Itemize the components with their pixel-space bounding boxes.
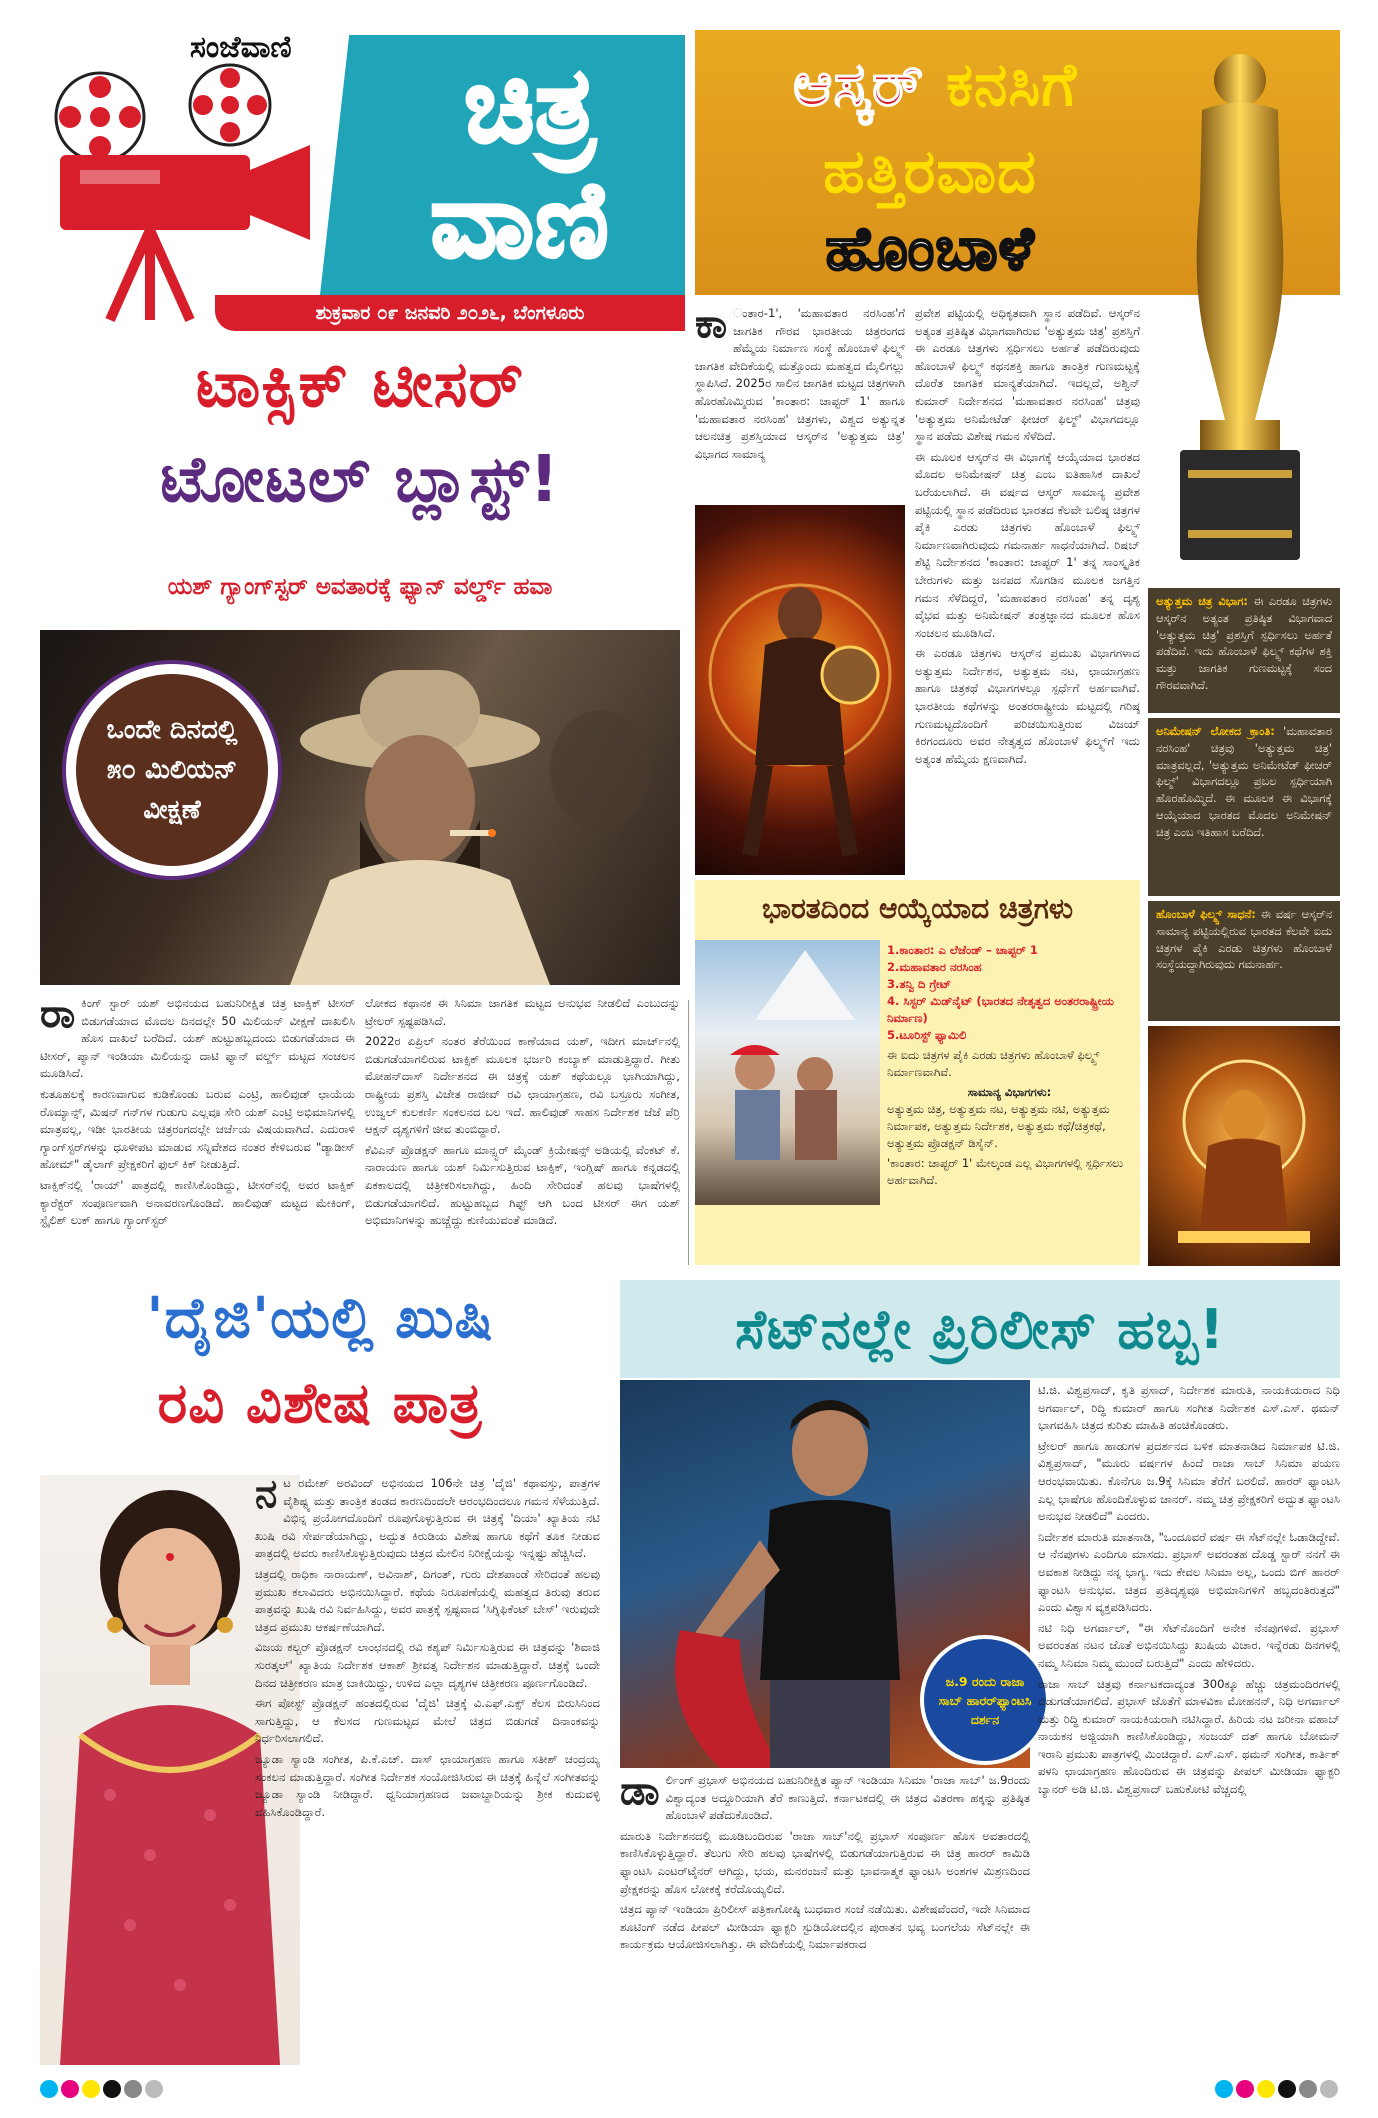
rajasaab-release-badge [920, 1635, 1050, 1765]
rajasaab-col2-p1: ಟಿ.ಜಿ. ವಿಶ್ವಪ್ರಸಾದ್, ಕೃತಿ ಪ್ರಸಾದ್, ನಿರ್ದೇಶಕ ಮಾರುತಿ, ನಾಯಕಿಯರಾದ ನಿಧಿ ಅಗರ್ವಾಲ್, ರಿದ್ಧಿ ಕುಮಾರ್ ಹಾಗೂ ಸಂಗೀತ ನಿರ್ದೇಶಕ ಎಸ್.ಎಸ್. ಥಮನ್ ಭಾಗವಹಿಸಿ ಚಿತ್ರದ ಕುರಿತು ಮಾಹಿತಿ ಹಂಚಿಕೊಂಡರು. [1038, 1383, 1340, 1433]
toxic-dropcap: ರಾ [40, 995, 76, 1037]
toxic-col2-p3: ಕೆವಿಎನ್ ಪ್ರೊಡಕ್ಷನ್ ಹಾಗೂ ಮಾನ್ಸ್ಟರ್ ಮೈಂಡ್ ಕ್ರಿಯೇಷನ್ಸ್ ಅಡಿಯಲ್ಲಿ ವೆಂಕಟ್ ಕೆ. ನಾರಾಯಣ ಹಾಗೂ ಯಶ್ ನಿರ್ಮಿಸುತ್ತಿರುವ ಟಾಕ್ಸಿಕ್, ಇಂಗ್ಲಿಷ್ ಹಾಗೂ ಕನ್ನಡದಲ್ಲಿ ಏಕಕಾಲದಲ್ಲಿ ಚಿತ್ರೀಕರಿಸಲಾಗಿದ್ದು, ಹಿಂದಿ ಸೇರಿದಂತೆ ಹಲವು ಭಾಷೆಗಳಲ್ಲಿ ಬಿಡುಗಡೆಯಾಗಲಿದೆ. ಹುಟ್ಟುಹಬ್ಬದ ಗಿಫ್ಟ್ ಆಗಿ ಬಂದ ಟೀಸರ್ ಈಗ ಯಶ್ ಅಭಿಮಾನಿಗಳನ್ನು ಹುಚ್ಚೆದ್ದು ಕುಣಿಯುವಂತೆ ಮಾಡಿದೆ. [365, 1142, 680, 1228]
daiji-body [255, 1475, 600, 2060]
paper-name: ಸಂಜೆವಾಣಿ [190, 30, 292, 65]
dateline: ಶುಕ್ರವಾರ ೦೯ ಜನವರಿ ೨೦೨೬, ಬೆಂಗಳೂರು [215, 295, 685, 331]
toxic-col1-p1: ಕಿಂಗ್ ಸ್ಟಾರ್ ಯಶ್ ಅಭಿನಯದ ಬಹುನಿರೀಕ್ಷಿತ ಚಿತ್ರ ಟಾಕ್ಸಿಕ್ ಟೀಸರ್ ಬಿಡುಗಡೆಯಾದ ಮೊದಲ ದಿನದಲ್ಲೇ 50 ಮಿಲಿಯನ್ ವೀಕ್ಷಣೆ ದಾಖಲಿಸಿ ಹೊಸ ದಾಖಲೆ ಬರೆದಿದೆ. ಯಶ್ ಹುಟ್ಟುಹಬ್ಬದಂದು ಬಿಡುಗಡೆಯಾದ ಈ ಟೀಸರ್, ಪ್ಯಾನ್ ಇಂಡಿಯಾ ಮಿಲಿಯನ್ನು ದಾಟಿ ಫ್ಯಾನ್ ವರ್ಲ್ಡ್ ಮಟ್ಟದ ಸಂಚಲನ ಮೂಡಿಸಿದೆ. [40, 996, 355, 1081]
deity-illustration [1148, 1026, 1340, 1266]
oscar-sidebar-animation [1148, 718, 1340, 896]
general-categories-title: ಸಾಮಾನ್ಯ ವಿಭಾಗಗಳು: [967, 1085, 1052, 1099]
toxic-col1-p2: ಕುತೂಹಲಕ್ಕೆ ಕಾರಣವಾಗುವ ಕುಡಿಕೊಂಡು ಬರುವ ಎಂಟ್ರಿ, ಹಾಲಿವುಡ್ ಛಾಯೆಯ ರೊಮ್ಯಾನ್ಸ್, ಮಿಷನ್ ಗನ್‌ಗಳ ಗುಡುಗು ಎಲ್ಲವೂ ಸೇರಿ ಯಶ್ ಎಂಟ್ರಿ ಅಭಿಮಾನಿಗಳಲ್ಲಿ ಮಾತ್ರವಲ್ಲ, ಇಡೀ ಭಾರತೀಯ ಚಿತ್ರರಂಗದಲ್ಲೇ ಚರ್ಚೆಯ ವಿಷಯವಾಗಿದೆ. ಎದುರಾಳಿ ಗ್ಯಾಂಗ್‌ಸ್ಟರ್‌ಗಳನ್ನು ಧೂಳೀಪಟ ಮಾಡುವ ಸನ್ನಿವೇಶದ ನಂತರ ಕೇಳಿಬರುವ "ಡ್ಯಾಡೀಸ್ ಹೋಮ್" ಡೈಲಾಗ್ ಪ್ರೇಕ್ಷಕರಿಗೆ ಫುಲ್ ಕಿಕ್ ನೀಡುತ್ತಿದೆ. [40, 1086, 355, 1172]
daiji-headline-line2: ರವಿ ವಿಶೇಷ ಪಾತ್ರ [157, 1371, 483, 1436]
rajasaab-dropcap: ಡಾ [620, 1772, 660, 1814]
oscar-headline-line2: ಹತ್ತಿರವಾದ [823, 137, 1037, 207]
oscar-headline-line3: ಹೊಂಬಾಳೆ [825, 214, 1035, 284]
toxic-col1-p3: ಟಾಕ್ಸಿಕ್‌ನಲ್ಲಿ 'ರಾಯ್' ಪಾತ್ರದಲ್ಲಿ ಕಾಣಿಸಿಕೊಂಡಿದ್ದು, ಟೀಸರ್‌ನಲ್ಲಿ ಅವರ ಟಾಕ್ಸಿಕ್ ಕ್ಯಾರೆಕ್ಟರ್ ಸಂಪೂರ್ಣವಾಗಿ ಅನಾವರಣಗೊಂಡಿದೆ. ಹಾಲಿವುಡ್ ಮಟ್ಟದ ಮೇಕಿಂಗ್, ಸ್ಟೈಲಿಶ್ ಲುಕ್ ಹಾಗೂ ಗ್ಯಾಂಗ್‌ಸ್ಟರ್ [40, 1177, 355, 1228]
views-badge-text: ಒಂದೇ ದಿನದಲ್ಲಿ ೫೦ ಮಿಲಿಯನ್ ವೀಕ್ಷಣೆ [106, 715, 238, 825]
oscar-statuette-icon [1140, 40, 1340, 580]
oscar-sidebar-best-picture [1148, 588, 1340, 713]
toxic-body-col2 [365, 995, 680, 1265]
oscar-sidebar-hombale [1148, 901, 1340, 1021]
narasimha-poster [1148, 1026, 1340, 1266]
group-illustration [695, 940, 880, 1205]
rajasaab-col2-p5: ರಾಜಾ ಸಾಬ್ ಚಿತ್ರವು ಕರ್ನಾಟಕದಾದ್ಯಂತ 300ಕ್ಕೂ ಹೆಚ್ಚು ಚಿತ್ರಮಂದಿರಗಳಲ್ಲಿ ಬಿಡುಗಡೆಯಾಗಲಿದೆ. ಪ್ರಭಾಸ್ ಜೊತೆಗೆ ಮಾಳವಿಕಾ ಮೋಹನನ್, ನಿಧಿ ಅಗರ್ವಾಲ್ ಮತ್ತು ರಿದ್ಧಿ ಕುಮಾರ್ ನಾಯಕಿಯರಾಗಿ ನಟಿಸಿದ್ದಾರೆ. ಹಿರಿಯ ನಟ ಜರೀನಾ ವಹಾಬ್ ನಾಯಕನ ಅಜ್ಜಿಯಾಗಿ ಕಾಣಿಸಿಕೊಂಡಿದ್ದು, ಸಂಜಯ್ ದತ್ ಹಾಗೂ ಬೋಮನ್ ಇರಾನಿ ಪ್ರಮುಖ ಪಾತ್ರಗಳಲ್ಲಿ ಮಿಂಚಿದ್ದಾರೆ. ಎಸ್.ಎಸ್. ಥಮನ್ ಸಂಗೀತ, ಕಾರ್ತಿಕ್ ಪಳನಿ ಛಾಯಾಗ್ರಹಣ ಹೊಂದಿರುವ ಈ ಚಿತ್ರವನ್ನು ಪೀಪಲ್ ಮೀಡಿಯಾ ಫ್ಯಾಕ್ಟರಿ ಬ್ಯಾನರ್ ಅಡಿ ಟಿ.ಜಿ. ವಿಶ್ವಪ್ರಸಾದ್ ಬಹುಕೋಟಿ ವೆಚ್ಚದಲ್ಲಿ [1038, 1676, 1340, 1797]
oscar-statuette [1140, 40, 1340, 580]
rajasaab-col1-p3: ಚಿತ್ರದ ಪ್ಯಾನ್ ಇಂಡಿಯಾ ಪ್ರಿರಿಲೀಸ್ ಪತ್ರಿಕಾಗೋಷ್ಠಿ ಬುಧವಾರ ಸಂಜೆ ನಡೆಯಿತು. ವಿಶೇಷವೆಂದರೆ, ಇದೇ ಸಿನಿಮಾದ ಶೂಟಿಂಗ್ ನಡೆದ ಪೀಪಲ್ ಮೀಡಿಯಾ ಫ್ಯಾಕ್ಟರಿ ಸ್ಟುಡಿಯೋದಲ್ಲಿನ ಪುರಾತನ ಭವ್ಯ ಬಂಗಲೆಯ ಸೆಟ್‌ನಲ್ಲೇ ಈ ಕಾರ್ಯಕ್ರಮ ಆಯೋಜಿಸಲಾಗಿತ್ತು. ಈ ವೇದಿಕೆಯಲ್ಲಿ ನಿರ್ಮಾಪಕರಾದ [620, 1902, 1030, 1952]
warrior-illustration [695, 505, 905, 875]
rajasaab-col2-p2: ಟ್ರೇಲರ್ ಹಾಗೂ ಹಾಡುಗಳ ಪ್ರದರ್ಶನದ ಬಳಿಕ ಮಾತನಾಡಿದ ನಿರ್ಮಾಪಕ ಟಿ.ಜಿ. ವಿಶ್ವಪ್ರಸಾದ್, "ಮೂರು ವರ್ಷಗಳ ಹಿಂದೆ ರಾಜಾ ಸಾಬ್ ಸಿನಿಮಾ ಪಯಣ ಆರಂಭವಾಯಿತು. ಕೊನೆಗೂ ಜ.9ಕ್ಕೆ ಸಿನಿಮಾ ತೆರೆಗೆ ಬರಲಿದೆ. ಹಾರರ್ ಫ್ಯಾಂಟಸಿ ಎಲ್ಲ ಭಾಷೆಗೂ ಹೊಂದಿಕೊಳ್ಳುವ ಜಾನರ್. ನಮ್ಮ ಚಿತ್ರ ಪ್ರೇಕ್ಷಕರಿಗೆ ಅದ್ಭುತ ಫ್ಯಾಂಟಸಿ ಅನುಭವ ನೀಡಲಿದೆ" ಎಂದರು. [1038, 1438, 1340, 1524]
rajasaab-body-col1 [620, 1772, 1030, 2062]
side1-key: ಅತ್ಯುತ್ತಮ ಚಿತ್ರ ವಿಭಾಗ: [1156, 595, 1248, 608]
oscar-headline-word2: ಕನಸಿಗೆ [946, 50, 1078, 120]
india-list [887, 942, 1132, 1189]
toxic-subhead: ಯಶ್ ಗ್ಯಾಂಗ್‌ಸ್ಟರ್ ಅವತಾರಕ್ಕೆ ಫ್ಯಾನ್ ವರ್ಲ್ಡ್ ಹವಾ [167, 574, 553, 600]
film-camera-logo [40, 55, 340, 325]
daiji-body-p5: ಜ್ಯೂಡಾ ಸ್ಯಾಂಡಿ ಸಂಗೀತ, ಪಿ.ಕೆ.ಎಚ್. ದಾಸ್ ಛಾಯಾಗ್ರಹಣ ಹಾಗೂ ಸತೀಶ್ ಚಂದ್ರಯ್ಯ ಸಂಕಲನ ಮಾಡುತ್ತಿದ್ದಾರೆ. ಸಂಗೀತ ನಿರ್ದೇಶಕ ಸಂಯೋಜಿಸಿರುವ ಈ ಚಿತ್ರಕ್ಕೆ ಹಿನ್ನೆಲೆ ಸಂಗೀತವನ್ನು ಜ್ಯೂಡಾ ಸ್ಯಾಂಡಿ ನೀಡಿದ್ದಾರೆ. ಧ್ವನಿಯಾಗ್ರಹಣದ ಜವಾಬ್ದಾರಿಯನ್ನು ಶ್ರೀಕ ಕುದುವಳ್ಳಿ ವಹಿಸಿಕೊಂಡಿದ್ದಾರೆ. [255, 1751, 600, 1819]
rajasaab-col2-p4: ನಟಿ ನಿಧಿ ಅಗರ್ವಾಲ್, "ಈ ಸೆಟ್‌ನೊಂದಿಗೆ ಅನೇಕ ನೆನಪುಗಳಿವೆ. ಪ್ರಭಾಸ್ ಅವರಂತಹ ನಟನ ಜೊತೆ ಅಭಿನಯಿಸಿದ್ದು ಖುಷಿಯ ವಿಚಾರ. ಇನ್ನೆರಡು ದಿನಗಳಲ್ಲಿ ನಮ್ಮ ಸಿನಿಮಾ ನಿಮ್ಮ ಮುಂದೆ ಬರುತ್ತಿದೆ" ಎಂದು ಹೇಳಿದರು. [1038, 1620, 1340, 1670]
rajasaab-col1-p1: ರ್ಲಿಂಗ್ ಪ್ರಭಾಸ್ ಅಭಿನಯದ ಬಹುನಿರೀಕ್ಷಿತ ಪ್ಯಾನ್ ಇಂಡಿಯಾ ಸಿನಿಮಾ 'ರಾಜಾ ಸಾಬ್' ಜ.9ರಂದು ವಿಶ್ವಾದ್ಯಂತ ಅದ್ದೂರಿಯಾಗಿ ತೆರೆ ಕಾಣುತ್ತಿದೆ. ಕರ್ನಾಟಕದಲ್ಲಿ ಈ ಚಿತ್ರದ ವಿತರಣಾ ಹಕ್ಕನ್ನು ಪ್ರತಿಷ್ಠಿತ ಹೊಂಬಾಳೆ ಪಡೆದುಕೊಂಡಿದೆ. [665, 1773, 1030, 1823]
masthead [40, 30, 685, 335]
toxic-col2-p1: ಲೋಕದ ಕಥಾನಕ ಈ ಸಿನಿಮಾ ಜಾಗತಿಕ ಮಟ್ಟದ ಅನುಭವ ನೀಡಲಿದೆ ಎಂಬುದನ್ನು ಟ್ರೇಲರ್ ಸ್ಪಷ್ಟಪಡಿಸಿದೆ. [365, 996, 680, 1028]
rajasaab-badge-text: ಜ.9 ರಂದು ರಾಜಾ ಸಾಬ್ ಹಾರರ್‌ಫ್ಯಾಂಟಸಿ ದರ್ಶನ [938, 1673, 1032, 1727]
india-list-title: ಭಾರತದಿಂದ ಆಯ್ಕೆಯಾದ ಚಿತ್ರಗಳು [761, 892, 1074, 925]
gutter-rule [688, 1000, 689, 1265]
rajasaab-col2-p3: ನಿರ್ದೇಶಕ ಮಾರುತಿ ಮಾತನಾಡಿ, "ಒಂದೂವರೆ ವರ್ಷ ಈ ಸೆಟ್‌ನಲ್ಲೇ ಓಡಾಡಿದ್ದೇವೆ. ಆ ನೆನಪುಗಳು ಎಂದಿಗೂ ಮಾಸದು. ಪ್ರಭಾಸ್ ಅವರಂತಹ ದೊಡ್ಡ ಸ್ಟಾರ್ ನನಗೆ ಈ ಅವಕಾಶ ನೀಡಿದ್ದು ನನ್ನ ಭಾಗ್ಯ. ಇದು ಕೇವಲ ಸಿನಿಮಾ ಅಲ್ಲ, ಒಂದು ಬಿಗ್ ಹಾರರ್ ಫ್ಯಾಂಟಸಿ ಅನುಭವ. ಚಿತ್ರದ ಪ್ರತಿದೃಶ್ಯವೂ ಅಭಿಮಾನಿಗಳಿಗೆ ಹಬ್ಬದಂತಿರುತ್ತದೆ" ಎಂದು ವಿಶ್ವಾಸ ವ್ಯಕ್ತಪಡಿಸಿದರು. [1038, 1529, 1340, 1615]
toxic-body-col1 [40, 995, 355, 1265]
india-list-item: 1.ಕಾಂತಾರ: ಎ ಲೆಜೆಂಡ್ – ಚಾಪ್ಟರ್ 1 [887, 943, 1038, 957]
india-list-closing: 'ಕಾಂತಾರ: ಚಾಪ್ಟರ್ 1' ಮೇಲ್ಕಂಡ ಎಲ್ಲ ವಿಭಾಗಗಳಲ್ಲಿ ಸ್ಪರ್ಧಿಸಲು ಅರ್ಹವಾಗಿದೆ. [887, 1156, 1124, 1187]
india-list-note: ಈ ಐದು ಚಿತ್ರಗಳ ಪೈಕಿ ಎರಡು ಚಿತ್ರಗಳು ಹೊಂಬಾಳೆ ಫಿಲ್ಮ್ಸ್ ನಿರ್ಮಾಣವಾಗಿವೆ. [887, 1048, 1100, 1079]
side1-text: ಈ ಎರಡೂ ಚಿತ್ರಗಳು ಆಸ್ಕರ್‌ನ ಅತ್ಯಂತ ಪ್ರತಿಷ್ಠಿತ ವಿಭಾಗವಾದ 'ಅತ್ಯುತ್ತಮ ಚಿತ್ರ' ಪ್ರಶಸ್ತಿಗೆ ಸ್ಪರ್ಧಿಸಲು ಅರ್ಹತೆ ಪಡೆದಿವೆ. ಇದು ಹೊಂಬಾಳೆ ಫಿಲ್ಮ್ಸ್ ಕಥೆಗಳ ಶಕ್ತಿ ಮತ್ತು ಜಾಗತಿಕ ಗುಣಮಟ್ಟಕ್ಕೆ ಸಂದ ಗೌರವವಾಗಿದೆ. [1156, 595, 1332, 692]
india-list-item: 3.ತನ್ವಿ ದಿ ಗ್ರೇಟ್ [887, 977, 952, 991]
oscar-col2-p1: ಪ್ರವೇಶ ಪಟ್ಟಿಯಲ್ಲಿ ಅಧಿಕೃತವಾಗಿ ಸ್ಥಾನ ಪಡೆದಿವೆ. ಆಸ್ಕರ್‌ನ ಅತ್ಯಂತ ಪ್ರತಿಷ್ಠಿತ ವಿಭಾಗವಾಗಿರುವ 'ಅತ್ಯುತ್ತಮ ಚಿತ್ರ' ಪ್ರಶಸ್ತಿಗೆ ಈ ಎರಡೂ ಚಿತ್ರಗಳು ಸ್ಪರ್ಧಿಸಲು ಅರ್ಹತೆ ಪಡೆದಿರುವುದು ಹೊಂಬಾಳೆ ಫಿಲ್ಮ್ಸ್ ಕಥನಶಕ್ತಿ ಹಾಗೂ ತಾಂತ್ರಿಕ ಗುಣಮಟ್ಟಕ್ಕೆ ದೊರೆತ ಜಾಗತಿಕ ಮಾನ್ಯತೆಯಾಗಿದೆ. ಇದಲ್ಲದೆ, ಅಶ್ವಿನ್ ಕುಮಾರ್ ನಿರ್ದೇಶನದ 'ಮಹಾವತಾರ ನರಸಿಂಹ' ಚಿತ್ರವು 'ಅತ್ಯುತ್ತಮ ಅನಿಮೇಟೆಡ್ ಫೀಚರ್ ಫಿಲ್ಮ್' ವಿಭಾಗದಲ್ಲೂ ಸ್ಥಾನ ಪಡೆದು ವಿಶೇಷ ಗಮನ ಸೆಳೆದಿದೆ. [915, 306, 1140, 444]
daiji-dropcap: ನ [255, 1475, 278, 1517]
india-list-item: 2.ಮಹಾವತಾರ ನರಸಿಂಹ [887, 960, 982, 974]
side3-text: ಈ ವರ್ಷ ಆಸ್ಕರ್‌ನ ಸಾಮಾನ್ಯ ಪಟ್ಟಿಯಲ್ಲಿರುವ ಭಾರತದ ಕೆಲವೇ ಐದು ಚಿತ್ರಗಳ ಪೈಕಿ ಎರಡು ಚಿತ್ರಗಳು ಹೊಂಬಾಳೆ ಸಂಸ್ಥೆಯದ್ದಾಗಿರುವುದು ಗಮನಾರ್ಹ. [1156, 908, 1332, 972]
oscar-headline-line1 [700, 45, 1170, 125]
oscar-dropcap: ಕಾ [695, 305, 728, 347]
oscar-headline-word1: ಆಸ್ಕರ್ [792, 50, 925, 120]
supplement-title-line2: ವಾಣಿ [430, 159, 610, 281]
daiji-body-p4: ಈಗ ಪೋಸ್ಟ್ ಪ್ರೊಡಕ್ಷನ್ ಹಂತದಲ್ಲಿರುವ 'ದೈಜಿ' ಚಿತ್ರಕ್ಕೆ ವಿ.ಎಫ್.ಎಕ್ಸ್ ಕೆಲಸ ಬಿರುಸಿನಿಂದ ಸಾಗುತ್ತಿದ್ದು, ಆ ಕೆಲಸದ ಗುಣಮಟ್ಟದ ಮೇಲೆ ಚಿತ್ರದ ಬಿಡುಗಡೆ ದಿನಾಂಕವನ್ನು ನಿರ್ಧರಿಸಲಾಗಲಿದೆ. [255, 1696, 600, 1746]
supplement-title-line1: ಚಿತ್ರ [464, 44, 596, 166]
india-selection-box [695, 880, 1140, 1265]
oscar-col2-p2: ಈ ಮೂಲಕ ಆಸ್ಕರ್‌ನ ಈ ವಿಭಾಗಕ್ಕೆ ಆಯ್ಕೆಯಾದ ಭಾರತದ ಮೊದಲ ಅನಿಮೇಷನ್ ಚಿತ್ರ ಎಂಬ ಐತಿಹಾಸಿಕ ದಾಖಲೆ ಬರೆಯಲಾಗಿದೆ. ಈ ವರ್ಷದ ಆಸ್ಕರ್ ಸಾಮಾನ್ಯ ಪ್ರವೇಶ ಪಟ್ಟಿಯಲ್ಲಿ ಸ್ಥಾನ ಪಡೆದಿರುವ ಭಾರತದ ಕೆಲವೇ ಬಲಿಷ್ಠ ಚಿತ್ರಗಳ ಪೈಕಿ ಎರಡು ಚಿತ್ರಗಳು ಹೊಂಬಾಳೆ ಫಿಲ್ಮ್ಸ್ ನಿರ್ಮಾಣವಾಗಿರುವುದು ಗಮನಾರ್ಹ ಸಾಧನೆಯಾಗಿದೆ. ರಿಷಬ್ ಶೆಟ್ಟಿ ನಿರ್ದೇಶನದ 'ಕಾಂತಾರ: ಚಾಪ್ಟರ್ 1' ತನ್ನ ಸಾಂಸ್ಕೃತಿಕ ಬೇರುಗಳು ಮತ್ತು ಜನಪದ ಸೊಗಡಿನ ಮೂಲಕ ಜಗತ್ತಿನ ಗಮನ ಸೆಳೆದಿದ್ದರೆ, 'ಮಹಾವತಾರ ನರಸಿಂಹ' ತನ್ನ ದೃಶ್ಯ ವೈಭವ ಮತ್ತು ಅನಿಮೇಷನ್ ತಂತ್ರಜ್ಞಾನದ ಮೂಲಕ ಹೊಸ ಸಂಚಲನ ಮೂಡಿಸಿದೆ. [915, 449, 1140, 640]
rajasaab-col1-p2: ಮಾರುತಿ ನಿರ್ದೇಶನದಲ್ಲಿ ಮೂಡಿಬಂದಿರುವ 'ರಾಜಾ ಸಾಬ್'ನಲ್ಲಿ ಪ್ರಭಾಸ್ ಸಂಪೂರ್ಣ ಹೊಸ ಅವತಾರದಲ್ಲಿ ಕಾಣಿಸಿಕೊಳ್ಳುತ್ತಿದ್ದಾರೆ. ತೆಲುಗು ಸೇರಿ ಹಲವು ಭಾಷೆಗಳಲ್ಲಿ ಬಿಡುಗಡೆಯಾಗುತ್ತಿರುವ ಈ ಚಿತ್ರ ಹಾರರ್ ಕಾಮಿಡಿ ಫ್ಯಾಂಟಸಿ ಎಂಟರ್‌ಟೈನರ್ ಆಗಿದ್ದು, ಭಯ, ಮನರಂಜನೆ ಮತ್ತು ಭಾವನಾತ್ಮಕ ಫ್ಯಾಂಟಸಿ ಅಂಶಗಳ ಮಿಶ್ರಣದಿಂದ ಪ್ರೇಕ್ಷಕರನ್ನು ಹೊಸ ಲೋಕಕ್ಕೆ ಕರೆದೊಯ್ಯಲಿದೆ. [620, 1828, 1030, 1896]
views-badge [62, 660, 282, 880]
tanvi-poster [695, 940, 880, 1205]
daiji-body-p3: ವಿಜಯ ಕಲ್ಚರ್ ಪ್ರೊಡಕ್ಷನ್ ಲಾಂಛನದಲ್ಲಿ ರವಿ ಕಶ್ಯಪ್ ನಿರ್ಮಿಸುತ್ತಿರುವ ಈ ಚಿತ್ರವನ್ನು 'ಶಿವಾಜಿ ಸುರತ್ಕಲ್' ಖ್ಯಾತಿಯ ನಿರ್ದೇಶಕ ಆಕಾಶ್ ಶ್ರೀವತ್ಸ ನಿರ್ದೇಶನ ಮಾಡುತ್ತಿದ್ದಾರೆ. ಚಿತ್ರಕ್ಕೆ ಒಂದೇ ದಿನದ ಚಿತ್ರೀಕರಣ ಮಾತ್ರ ಬಾಕಿಯಿದ್ದು, ಉಳಿದ ಎಲ್ಲಾ ದೃಶ್ಯಗಳ ಚಿತ್ರೀಕರಣ ಪೂರ್ಣಗೊಂಡಿದೆ. [255, 1640, 600, 1690]
color-registration-left [40, 2080, 166, 2102]
oscar-body-col1 [695, 305, 905, 500]
daiji-body-p2: ಚಿತ್ರದಲ್ಲಿ ರಾಧಿಕಾ ನಾರಾಯಣ್, ಅವಿನಾಶ್, ದಿಗಂತ್, ಗುರು ದೇಶಪಾಂಡೆ ಸೇರಿದಂತೆ ಹಲವು ಪ್ರಮುಖ ಕಲಾವಿದರು ಅಭಿನಯಿಸಿದ್ದಾರೆ. ಕಥೆಯ ನಿರೂಪಣೆಯಲ್ಲಿ ಮಹತ್ವದ ತಿರುವು ತರುವ ಪಾತ್ರವನ್ನು ಖುಷಿ ರವಿ ನಿರ್ವಹಿಸಿದ್ದು, ಅವರ ಪಾತ್ರಕ್ಕೆ ಸ್ಪಷ್ಟವಾದ 'ಸಿಗ್ನಿಫಿಕೆಂಟ್ ಬೇಸ್' ಇರುವುದೇ ಚಿತ್ರದ ಪ್ರಮುಖ ಆಕರ್ಷಣೆಯಾಗಿದೆ. [255, 1566, 600, 1634]
india-list-item: 4. ಸಿಸ್ಟರ್ ಮಿಡ್‌ನೈಟ್ (ಭಾರತದ ನೇತೃತ್ವದ ಅಂತರರಾಷ್ಟ್ರೀಯ ನಿರ್ಮಾಣ) [887, 994, 1114, 1025]
color-registration-right [1215, 2080, 1341, 2102]
oscar-body-col2 [915, 305, 1140, 875]
general-categories-text: ಅತ್ಯುತ್ತಮ ಚಿತ್ರ, ಅತ್ಯುತ್ತಮ ನಟ, ಅತ್ಯುತ್ತಮ ನಟಿ, ಅತ್ಯುತ್ತಮ ನಿರ್ಮಾಪಕ, ಅತ್ಯುತ್ತಮ ನಿರ್ದೇಶಕ, ಅತ್ಯುತ್ತಮ ಕಥೆ/ಚಿತ್ರಕಥೆ, ಅತ್ಯುತ್ತಮ ಪ್ರೊಡಕ್ಷನ್ ಡಿಸೈನ್. [887, 1102, 1110, 1150]
rajasaab-headline: ಸೆಟ್‌ನಲ್ಲೇ ಪ್ರಿರಿಲೀಸ್ ಹಬ್ಬ! [735, 1298, 1225, 1361]
toxic-headline-line1: ಟಾಕ್ಸಿಕ್ ಟೀಸರ್ [195, 348, 525, 422]
toxic-headline-line2: ಟೋಟಲ್ ಬ್ಲಾಸ್ಟ್! [160, 443, 560, 517]
oscar-col1-p1: ಂತಾರ-1', 'ಮಹಾವತಾರ ನರಸಿಂಹ'ಗೆ ಜಾಗತಿಕ ಗೌರವ ಭಾರತೀಯ ಚಿತ್ರರಂಗದ ಹೆಮ್ಮೆಯ ನಿರ್ಮಾಣ ಸಂಸ್ಥೆ ಹೊಂಬಾಳೆ ಫಿಲ್ಮ್ಸ್ ಜಾಗತಿಕ ವೇದಿಕೆಯಲ್ಲಿ ಮತ್ತೊಂದು ಮಹತ್ವದ ಮೈಲಿಗಲ್ಲು ಸ್ಥಾಪಿಸಿದೆ. 2025ರ ಸಾಲಿನ ಜಾಗತಿಕ ಮಟ್ಟದ ಚಿತ್ರಗಳಾಗಿ ಹೊರಹೊಮ್ಮಿರುವ 'ಕಾಂತಾರ: ಚಾಪ್ಟರ್ 1' ಹಾಗೂ 'ಮಹಾವತಾರ ನರಸಿಂಹ' ಚಿತ್ರಗಳು, ವಿಶ್ವದ ಅತ್ಯುನ್ನತ ಚಲನಚಿತ್ರ ಪ್ರಶಸ್ತಿಯಾದ ಆಸ್ಕರ್‌ನ 'ಅತ್ಯುತ್ತಮ ಚಿತ್ರ' ವಿಭಾಗದ ಸಾಮಾನ್ಯ [695, 306, 905, 461]
side3-key: ಹೊಂಬಾಳೆ ಫಿಲ್ಮ್ಸ್ ಸಾಧನೆ: [1156, 908, 1256, 921]
oscar-col2-p3: ಈ ಎರಡೂ ಚಿತ್ರಗಳು ಆಸ್ಕರ್‌ನ ಪ್ರಮುಖ ವಿಭಾಗಗಳಾದ ಅತ್ಯುತ್ತಮ ನಿರ್ದೇಶನ, ಅತ್ಯುತ್ತಮ ನಟ, ಛಾಯಾಗ್ರಹಣ ಹಾಗೂ ಚಿತ್ರಕಥೆ ವಿಭಾಗಗಳಲ್ಲೂ ಸ್ಪರ್ಧೆಗೆ ಅರ್ಹವಾಗಿವೆ. ಭಾರತೀಯ ಕಥೆಗಳನ್ನು ಅಂತರರಾಷ್ಟ್ರೀಯ ಮಟ್ಟದಲ್ಲಿ ಗರಿಷ್ಠ ಗುಣಮಟ್ಟದೊಂದಿಗೆ ಪರಿಚಯಿಸುತ್ತಿರುವ ವಿಜಯ್ ಕಿರಗಂದೂರು ಅವರ ನೇತೃತ್ವದ ಹೊಂಬಾಳೆ ಫಿಲ್ಮ್ಸ್‌ಗೆ ಇದು ಅತ್ಯಂತ ಹೆಮ್ಮೆಯ ಕ್ಷಣವಾಗಿದೆ. [915, 646, 1140, 766]
rajasaab-body-col2 [1038, 1382, 1340, 2062]
india-list-item: 5.ಟೂರಿಸ್ಟ್ ಫ್ಯಾಮಿಲಿ [887, 1028, 967, 1042]
side2-text: 'ಮಹಾವತಾರ ನರಸಿಂಹ' ಚಿತ್ರವು 'ಅತ್ಯುತ್ತಮ ಚಿತ್ರ' ಮಾತ್ರವಲ್ಲದೆ, 'ಅತ್ಯುತ್ತಮ ಅನಿಮೇಟೆಡ್ ಫೀಚರ್ ಫಿಲ್ಮ್' ವಿಭಾಗದಲ್ಲೂ ಪ್ರಬಲ ಸ್ಪರ್ಧಿಯಾಗಿ ಹೊರಹೊಮ್ಮಿದೆ. ಈ ಮೂಲಕ ಈ ವಿಭಾಗಕ್ಕೆ ಆಯ್ಕೆಯಾದ ಭಾರತದ ಮೊದಲ ಅನಿಮೇಷನ್ ಚಿತ್ರ ಎಂಬ ಇತಿಹಾಸ ಬರೆದಿದೆ. [1156, 725, 1333, 839]
daiji-headline-line1: 'ದೈಜಿ'ಯಲ್ಲಿ ಖುಷಿ [146, 1286, 494, 1351]
daiji-body-p1: ಟ ರಮೇಶ್ ಅರವಿಂದ್ ಅಭಿನಯದ 106ನೇ ಚಿತ್ರ 'ದೈಜಿ' ಕಥಾವಸ್ತು, ಪಾತ್ರಗಳ ವೈಶಿಷ್ಟ್ಯ ಮತ್ತು ತಾಂತ್ರಿಕ ತಂಡದ ಕಾರಣದಿಂದಲೇ ಆರಂಭದಿಂದಲೂ ಗಮನ ಸೆಳೆಯುತ್ತಿದೆ. ವಿಭಿನ್ನ ಪ್ರಯೋಗದೊಂದಿಗೆ ರೂಪುಗೊಳ್ಳುತ್ತಿರುವ ಈ ಚಿತ್ರಕ್ಕೆ 'ದಿಯಾ' ಖ್ಯಾತಿಯ ನಟಿ ಖುಷಿ ರವಿ ಸೇರ್ಪಡೆಯಾಗಿದ್ದು, ಅದ್ಭುತ ಕಿರುಡಿಯ ವಿಶೇಷ ಹಾಗೂ ಕಥೆಗೆ ತೂಕ ನೀಡುವ ಪಾತ್ರದಲ್ಲಿ ಅವರು ಕಾಣಿಸಿಕೊಳ್ಳುತ್ತಿರುವುದು ಚಿತ್ರದ ಮೇಲಿನ ನಿರೀಕ್ಷೆಯನ್ನು ಇನ್ನಷ್ಟು ಹೆಚ್ಚಿಸಿದೆ. [255, 1476, 600, 1561]
toxic-col2-p2: 2022ರ ಏಪ್ರಿಲ್ ನಂತರ ತೆರೆಯಿಂದ ಕಾಣೆಯಾದ ಯಶ್, ಇದೀಗ ಮಾರ್ಚ್‌ನಲ್ಲಿ ಬಿಡುಗಡೆಯಾಗಲಿರುವ ಟಾಕ್ಸಿಕ್ ಮೂಲಕ ಭರ್ಜರಿ ಕಂಬ್ಯಾಕ್ ಮಾಡುತ್ತಿದ್ದಾರೆ. ಗೀತು ಮೋಹನ್‌ದಾಸ್ ನಿರ್ದೇಶನದ ಈ ಚಿತ್ರಕ್ಕೆ ಯಶ್ ಕಥೆಯಲ್ಲೂ ಭಾಗಿಯಾಗಿದ್ದು, ರಾಷ್ಟ್ರೀಯ ಪ್ರಶಸ್ತಿ ವಿಜೇತ ರಾಜೀವ್ ರವಿ ಛಾಯಾಗ್ರಹಣ, ರವಿ ಬಸ್ರೂರು ಸಂಗೀತ, ಉಜ್ವಲ್ ಕುಲಕರ್ಣಿ ಸಂಕಲನದ ಬಲ ಇದೆ. ಹಾಲಿವುಡ್ ಸಾಹಸ ನಿರ್ದೇಶಕ ಜೆಜೆ ಪೆರ್ರಿ ಆಕ್ಷನ್ ದೃಶ್ಯಗಳಿಗೆ ಜೀವ ತುಂಬಿದ್ದಾರೆ. [365, 1034, 680, 1137]
kantara-poster [695, 505, 905, 875]
side2-key: ಅನಿಮೇಷನ್ ಲೋಕದ ಕ್ರಾಂತಿ: [1156, 725, 1275, 738]
